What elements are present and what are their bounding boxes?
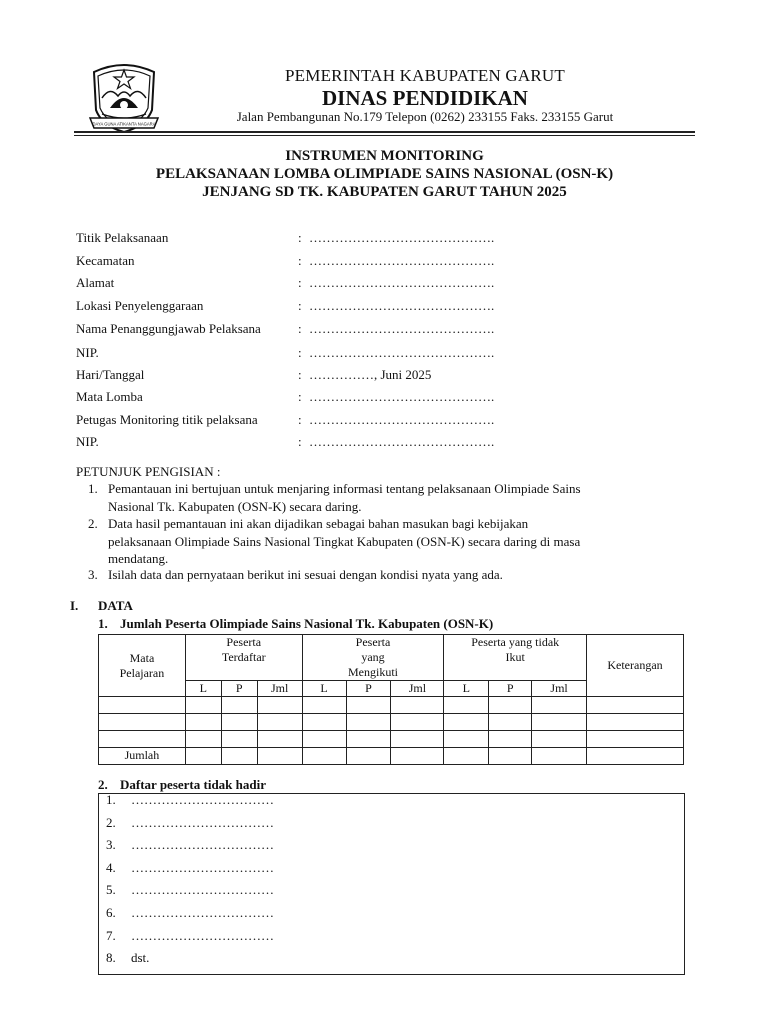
field-label: Kecamatan [76, 253, 135, 268]
list-item-number: 7. [106, 927, 116, 943]
list-item [106, 837, 274, 853]
garut-regency-crest-logo [88, 58, 160, 138]
header-address: Jalan Pembangunan No.179 Telepon (0262) 233155 Faks. 233155 Garut [236, 109, 614, 124]
field-colon: : [298, 434, 302, 449]
instruction-text: Nasional Tk. Kabupaten (OSN-K) secara daring. [108, 498, 362, 514]
field-colon: : [298, 321, 302, 336]
subheader-jml: Jml [391, 681, 444, 697]
instruction-text: pelaksanaan Olimpiade Sains Nasional Tingkat Kabupaten (OSN-K) secara daring di masa [108, 533, 581, 549]
list-item [106, 882, 274, 898]
field-value[interactable]: ……………………………………. [309, 298, 495, 313]
field-colon: : [298, 367, 302, 382]
instruction-number: 2. [88, 516, 98, 531]
table-cell[interactable] [489, 697, 532, 714]
doc-title-line3: JENJANG SD TK. KABUPATEN GARUT TAHUN 2025 [202, 184, 567, 200]
list-item-text[interactable]: …………………………… [131, 882, 274, 898]
table-cell[interactable] [444, 714, 489, 731]
table-cell[interactable] [391, 731, 444, 748]
header-government-name: PEMERINTAH KABUPATEN GARUT [285, 66, 565, 85]
list-item [106, 950, 150, 966]
subheader-l: L [185, 681, 221, 697]
table-row [99, 697, 684, 714]
subheader-l: L [444, 681, 489, 697]
table-cell[interactable] [391, 697, 444, 714]
table-cell[interactable] [444, 731, 489, 748]
field-label: Alamat [76, 275, 115, 290]
list-item-text[interactable]: dst. [131, 950, 150, 966]
header-keterangan: Keterangan [587, 635, 684, 697]
field-value[interactable]: ……………………………………. [309, 345, 495, 360]
header-terdaftar-line2: Terdaftar [221, 650, 266, 664]
field-colon: : [298, 389, 302, 404]
field-colon: : [298, 230, 302, 245]
list-item-number: 1. [106, 792, 116, 807]
table-cell[interactable] [587, 714, 684, 731]
section-title: DATA [98, 598, 133, 613]
header-mapel-line1: Mata [129, 650, 155, 665]
instruction-number: 3. [88, 567, 98, 582]
field-label: NIP. [76, 434, 99, 449]
table-cell[interactable] [221, 697, 257, 714]
table-cell[interactable] [532, 697, 587, 714]
field-colon: : [298, 345, 302, 360]
table-cell[interactable] [99, 731, 186, 748]
field-colon: : [298, 275, 302, 290]
list-item-text[interactable]: …………………………… [131, 927, 274, 943]
instruction-text: Pemantauan ini bertujuan untuk menjaring informasi tentang pelaksanaan Olimpiade Sains [108, 481, 581, 496]
header-mengikuti-line1: Peserta [355, 635, 391, 649]
field-label: NIP. [76, 345, 99, 360]
table-cell[interactable] [99, 714, 186, 731]
doc-title-line2: PELAKSANAAN LOMBA OLIMPIADE SAINS NASIONAL (OSN-K) [155, 166, 614, 182]
header-mengikuti [302, 635, 444, 681]
table-cell[interactable] [489, 714, 532, 731]
doc-title-line1: INSTRUMEN MONITORING [285, 148, 484, 164]
header-mengikuti-line2: yang [361, 650, 385, 664]
table-row [99, 714, 684, 731]
table-cell[interactable] [489, 731, 532, 748]
table-cell[interactable] [185, 731, 221, 748]
header-agency-name: DINAS PENDIDIKAN [322, 86, 528, 110]
table-cell[interactable] [302, 748, 346, 765]
instruction-number: 1. [88, 481, 98, 496]
list-item-number: 8. [106, 950, 116, 966]
section-number: I. [70, 598, 79, 613]
table-cell[interactable] [346, 714, 391, 731]
field-value[interactable]: ……………, Juni 2025 [309, 367, 432, 382]
table-cell[interactable] [532, 714, 587, 731]
field-label: Mata Lomba [76, 389, 143, 404]
header-terdaftar [185, 635, 302, 681]
table-cell[interactable] [444, 748, 489, 765]
table-cell[interactable] [185, 748, 221, 765]
field-label: Hari/Tanggal [76, 367, 145, 382]
list-item-text[interactable]: …………………………… [131, 905, 274, 920]
field-value[interactable]: ……………………………………. [309, 412, 495, 427]
list-item-number: 6. [106, 905, 116, 920]
field-colon: : [298, 298, 302, 313]
subheader-p: P [221, 681, 257, 697]
table-cell[interactable] [346, 697, 391, 714]
list-item-text[interactable]: …………………………… [131, 859, 274, 875]
table-cell[interactable] [257, 748, 302, 765]
field-colon: : [298, 253, 302, 268]
participant-count-table [98, 634, 684, 765]
field-label: Nama Penanggungjawab Pelaksana [76, 321, 261, 336]
table-cell[interactable] [99, 697, 186, 714]
list-item-text[interactable]: …………………………… [131, 792, 274, 807]
table-cell[interactable] [532, 731, 587, 748]
table-cell[interactable] [185, 697, 221, 714]
table-cell[interactable] [257, 731, 302, 748]
header-terdaftar-line1: Peserta [226, 635, 262, 649]
table-cell[interactable] [221, 748, 257, 765]
table-cell[interactable] [391, 714, 444, 731]
table-cell[interactable] [221, 731, 257, 748]
subsection2-title: Daftar peserta tidak hadir [120, 777, 267, 792]
table-cell[interactable] [346, 748, 391, 765]
table-cell[interactable] [444, 697, 489, 714]
letterhead-divider [74, 131, 695, 133]
list-item [106, 792, 274, 808]
list-item [106, 927, 274, 944]
field-value[interactable]: ……………………………………. [309, 389, 495, 404]
subheader-l: L [302, 681, 346, 697]
field-value[interactable]: ……………………………………. [309, 253, 495, 268]
instruction-text: Isilah data dan pernyataan berikut ini sesuai dengan kondisi nyata yang ada. [108, 567, 503, 582]
list-item-number: 4. [106, 859, 116, 875]
table-cell[interactable] [302, 731, 346, 748]
header-tidak-ikut-line2: Ikut [505, 650, 525, 664]
field-value[interactable]: ……………………………………. [309, 230, 495, 245]
table-cell[interactable] [532, 748, 587, 765]
field-value[interactable]: ……………………………………. [309, 321, 495, 336]
field-value[interactable]: ……………………………………. [309, 275, 495, 290]
table-cell[interactable] [185, 714, 221, 731]
field-label: Petugas Monitoring titik pelaksana [76, 412, 258, 427]
subsection1-title: Jumlah Peserta Olimpiade Sains Nasional Tk. Kabupaten (OSN-K) [120, 616, 494, 631]
list-item [106, 814, 274, 831]
list-item-text[interactable]: …………………………… [131, 814, 274, 830]
table-total-row [99, 748, 684, 765]
list-item-number: 5. [106, 882, 116, 898]
instructions-heading: PETUNJUK PENGISIAN : [76, 464, 221, 479]
table-cell[interactable] [587, 731, 684, 748]
instruction-text: mendatang. [108, 551, 169, 566]
total-label: Jumlah [99, 748, 186, 765]
list-item-number: 3. [106, 837, 116, 853]
header-mata-pelajaran [99, 635, 186, 697]
letterhead-divider-thin [74, 135, 695, 136]
table-cell[interactable] [346, 731, 391, 748]
subheader-jml: Jml [532, 681, 587, 697]
header-tidak-ikut-line1: Peserta yang tidak [471, 635, 560, 649]
subheader-p: P [346, 681, 391, 697]
header-mengikuti-line3: Mengikuti [348, 665, 398, 679]
field-label: Lokasi Penyelenggaraan [76, 298, 204, 313]
table-cell[interactable] [302, 714, 346, 731]
table-cell[interactable] [257, 697, 302, 714]
table-cell[interactable] [489, 748, 532, 765]
header-mapel-line2: Pelajaran [119, 665, 165, 680]
list-item [106, 859, 274, 876]
table-cell[interactable] [221, 714, 257, 731]
table-cell[interactable] [587, 697, 684, 714]
logo-ribbon-text: DAYA GUNA ATIKANTA NAGARA [92, 121, 156, 127]
list-item-text[interactable]: …………………………… [131, 837, 274, 853]
field-value[interactable]: ……………………………………. [309, 434, 495, 449]
table-cell[interactable] [257, 714, 302, 731]
table-row [99, 731, 684, 748]
instruction-text: Data hasil pemantauan ini akan dijadikan sebagai bahan masukan bagi kebijakan [108, 516, 529, 531]
field-label: Titik Pelaksanaan [76, 230, 169, 245]
table-cell[interactable] [302, 697, 346, 714]
subsection1-number: 1. [98, 616, 108, 631]
table-cell[interactable] [391, 748, 444, 765]
list-item-number: 2. [106, 814, 116, 830]
subheader-jml: Jml [257, 681, 302, 697]
field-colon: : [298, 412, 302, 427]
subheader-p: P [489, 681, 532, 697]
subsection2-number: 2. [98, 777, 108, 792]
table-cell[interactable] [587, 748, 684, 765]
list-item [106, 905, 274, 921]
header-tidak-ikut [444, 635, 587, 681]
